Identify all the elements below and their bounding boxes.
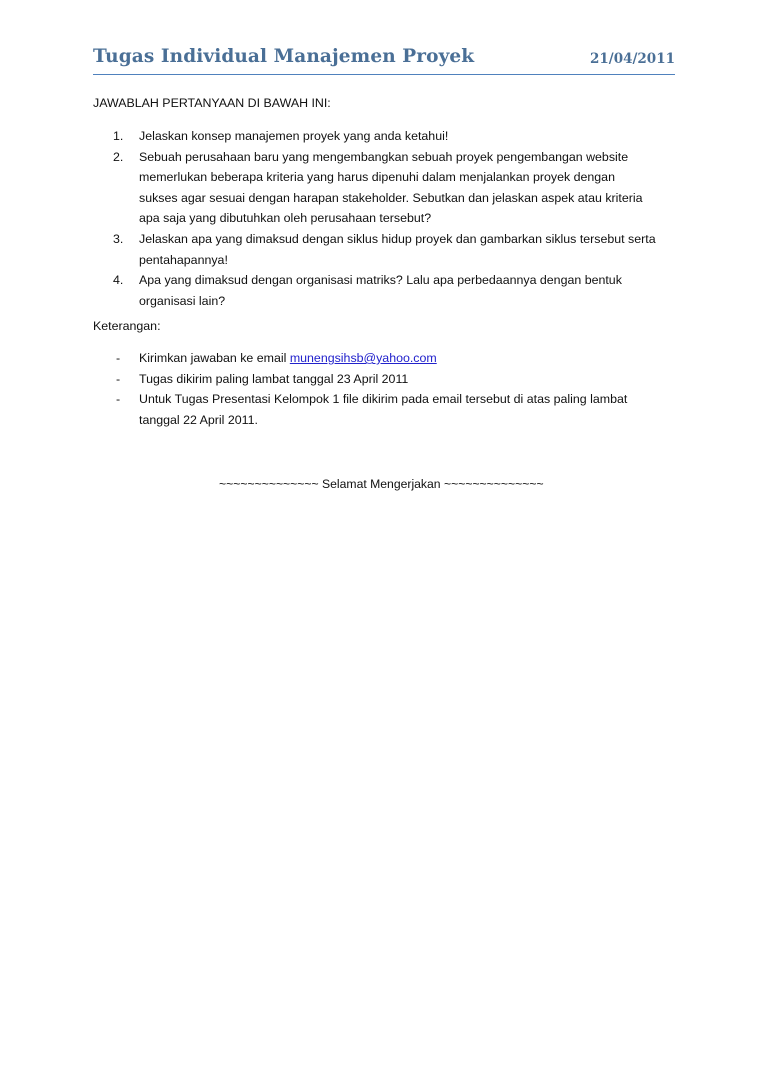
note-item-3 bbox=[0, 389, 627, 430]
question-text: Sebuah perusahaan baru yang mengembangkan sebuah proyek pengembangan website bbox=[139, 149, 629, 164]
question-item-3 bbox=[0, 229, 656, 270]
document-date: 21/04/2011 bbox=[589, 51, 675, 67]
note-text: tanggal 22 April 2011. bbox=[139, 412, 258, 427]
question-list bbox=[0, 126, 656, 311]
closing-message: ~~~~~~~~~~~~~~ Selamat Mengerjakan ~~~~~~~~~~~~~~ bbox=[219, 477, 544, 491]
question-text: memerlukan beberapa kriteria yang harus dipenuhi dalam menjalankan proyek dengan bbox=[139, 170, 615, 185]
bullet-dash: - bbox=[116, 351, 121, 365]
question-text: organisasi lain? bbox=[139, 293, 226, 308]
question-text: apa saja yang dibutuhkan oleh perusahaan tersebut? bbox=[139, 211, 432, 226]
question-number: 2. bbox=[113, 149, 124, 164]
document-title: Tugas Individual Manajemen Proyek bbox=[93, 46, 475, 67]
question-text: pentahapannya! bbox=[139, 252, 228, 267]
question-item-2 bbox=[0, 147, 656, 229]
note-text: Kirimkan jawaban ke email bbox=[139, 351, 290, 365]
bullet-dash: - bbox=[116, 371, 121, 386]
notes-label: Keterangan: bbox=[93, 319, 161, 333]
question-text: sukses agar sesuai dengan harapan stakeholder. Sebutkan dan jelaskan aspek atau kriteria bbox=[139, 190, 643, 205]
note-text: Untuk Tugas Presentasi Kelompok 1 file dikirim pada email tersebut di atas paling lambat bbox=[139, 392, 628, 407]
document-header bbox=[93, 46, 675, 75]
question-text: Jelaskan konsep manajemen proyek yang anda ketahui! bbox=[139, 129, 449, 143]
note-item-1 bbox=[0, 348, 627, 369]
question-item-4 bbox=[0, 270, 656, 311]
question-number: 1. bbox=[113, 129, 124, 143]
question-number: 3. bbox=[113, 231, 124, 246]
question-text: Apa yang dimaksud dengan organisasi matriks? Lalu apa perbedaannya dengan bentuk bbox=[139, 273, 622, 288]
question-item-1 bbox=[0, 126, 656, 147]
bullet-dash: - bbox=[116, 392, 121, 407]
note-text: Tugas dikirim paling lambat tanggal 23 April 2011 bbox=[139, 371, 409, 386]
question-number: 4. bbox=[113, 273, 124, 288]
notes-list bbox=[0, 348, 627, 430]
note-item-2 bbox=[0, 369, 627, 390]
question-text: Jelaskan apa yang dimaksud dengan siklus hidup proyek dan gambarkan siklus tersebut serta bbox=[139, 231, 656, 246]
email-link[interactable]: munengsihsb@yahoo.com bbox=[289, 351, 437, 365]
instruction-heading: JAWABLAH PERTANYAAN DI BAWAH INI: bbox=[93, 96, 331, 110]
